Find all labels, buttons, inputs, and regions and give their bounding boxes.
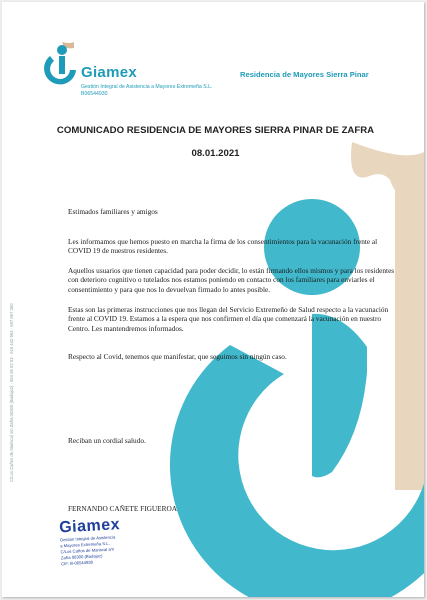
paragraph-4: Respecto al Covid, tenemos que manifestar, que seguimos sin ningún caso.: [68, 352, 287, 361]
signature-name: FERNANDO CAÑETE FIGUEROA: [68, 504, 178, 513]
brand-subtitle: Gestión Integral de Asistencia a Mayores Extremeña S.L. B06544930: [81, 84, 213, 97]
paragraph-1: Les informamos que hemos puesto en marcha la firma de los consentimientos para la vacunación frente al COVID 19 de nuestros residentes.: [68, 237, 378, 256]
residence-name: Residencia de Mayores Sierra Pinar: [240, 70, 369, 79]
company-stamp: Giamex Gestión Integral de Asistencia a Mayores Extremeña S.L. C/Los Caños de Mariscal s/n Zafra 06300 (Badajoz) CIF: B-06544930: [58, 516, 121, 567]
paragraph-2: Aquellos usuarios que tienen capacidad para poder decidir, lo están firmando ellos mismos y para los residentes con deterioro cognitivo o tutelados nos estamos poniendo en contacto con los familiares para enviarles el consentimiento y para que nos lo devuelvan firmado lo antes posible.: [68, 266, 395, 294]
greeting: Estimados familiares y amigos: [68, 207, 158, 216]
document-page: [2, 2, 424, 597]
paragraph-3: Estas son las primeras instrucciones que nos llegan del Servicio Extremeño de Salud respecto a la vacunación frente al COVID 19. Estamos a la espera que nos confirmen el día que comenzará la vacunación en nuestro Centro. Les mantendremos informados.: [68, 305, 389, 333]
document-title: COMUNICADO RESIDENCIA DE MAYORES SIERRA PINAR DE ZAFRA: [56, 125, 375, 136]
document-date: 08.01.2021: [191, 148, 240, 159]
giamex-logo-icon: [40, 40, 80, 90]
side-contact-text: C/Los Caños de Mariscal s/n Zafra 06300 (Badajoz) · 924 55 02 03 · 616 442 964 · 657 867 360: [9, 303, 14, 482]
closing: Reciban un cordial saludo.: [68, 436, 146, 445]
brand-name: Giamex: [81, 64, 137, 81]
